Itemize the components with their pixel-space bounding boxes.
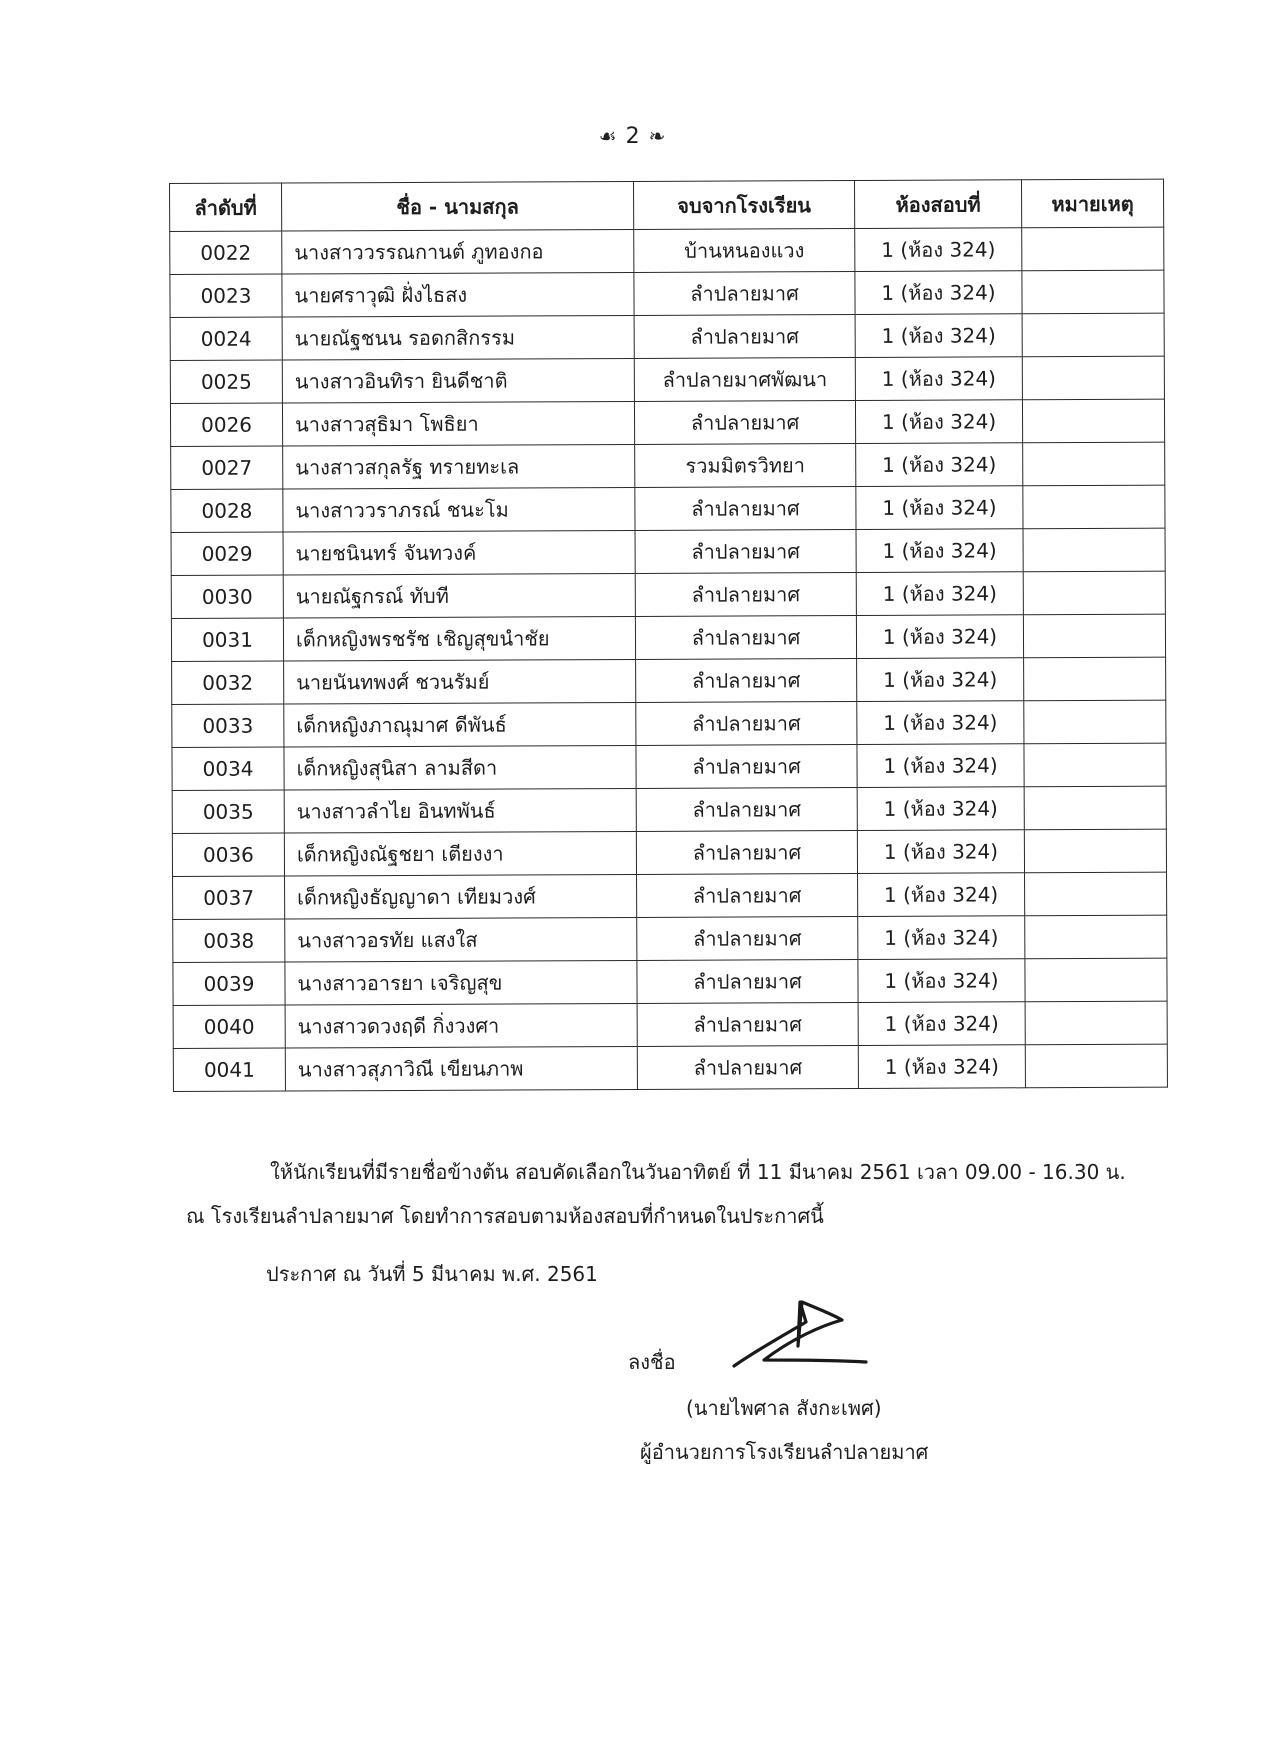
cell-remark	[1024, 829, 1166, 873]
table-body	[170, 227, 1168, 1091]
announcement-date: ประกาศ ณ วันที่ 5 มีนาคม พ.ศ. 2561	[266, 1262, 598, 1286]
cell-remark	[1023, 528, 1165, 572]
cell-name: นางสาวอรทัย แสงใส	[285, 917, 637, 962]
cell-room: 1 (ห้อง 324)	[855, 314, 1022, 358]
cell-school: ลำปลายมาศ	[637, 960, 858, 1004]
left-ornament-icon: ☙	[598, 124, 618, 148]
cell-no: 0023	[170, 274, 282, 317]
cell-name: นายณัฐชนน รอดกสิกรรม	[282, 315, 634, 360]
cell-name: เด็กหญิงณัฐชยา เตียงงา	[284, 831, 636, 876]
cell-room: 1 (ห้อง 324)	[855, 400, 1022, 444]
cell-school: ลำปลายมาศ	[636, 831, 857, 875]
cell-remark	[1022, 270, 1164, 314]
cell-remark	[1022, 227, 1164, 271]
cell-remark	[1024, 786, 1166, 830]
cell-name: นางสาวสุธิมา โพธิยา	[282, 401, 634, 446]
cell-no: 0032	[172, 661, 284, 704]
cell-no: 0031	[171, 618, 283, 661]
cell-school: ลำปลายมาศ	[635, 487, 856, 531]
table-row	[170, 227, 1164, 274]
cell-name: นายชนินทร์ จันทวงค์	[283, 530, 635, 575]
header-name: ชื่อ - นามสกุล	[282, 181, 634, 231]
cell-no: 0030	[171, 575, 283, 618]
cell-name: นางสาววราภรณ์ ชนะโม	[283, 487, 635, 532]
cell-no: 0022	[170, 231, 282, 274]
cell-name: นางสาวลำไย อินทพันธ์	[284, 788, 636, 833]
cell-room: 1 (ห้อง 324)	[856, 572, 1023, 616]
exam-notice	[186, 1150, 1146, 1238]
cell-remark	[1025, 872, 1167, 916]
cell-remark	[1025, 915, 1167, 959]
header-room: ห้องสอบที่	[854, 180, 1021, 229]
cell-school: ลำปลายมาศ	[636, 788, 857, 832]
cell-school: ลำปลายมาศ	[637, 874, 858, 918]
table-row	[172, 700, 1166, 747]
cell-school: ลำปลายมาศ	[634, 401, 855, 445]
cell-name: เด็กหญิงสุนิสา ลามสีดา	[284, 745, 636, 790]
cell-remark	[1023, 485, 1165, 529]
cell-room: 1 (ห้อง 324)	[856, 443, 1023, 487]
cell-school: ลำปลายมาศ	[634, 315, 855, 359]
table-row	[170, 313, 1164, 360]
cell-remark	[1024, 743, 1166, 787]
table-row	[171, 442, 1165, 489]
cell-room: 1 (ห้อง 324)	[855, 271, 1022, 315]
cell-room: 1 (ห้อง 324)	[857, 744, 1024, 788]
cell-school: ลำปลายมาศพัฒนา	[634, 358, 855, 402]
table-row	[173, 1001, 1167, 1048]
cell-remark	[1025, 1001, 1167, 1045]
cell-no: 0039	[173, 962, 285, 1005]
cell-name: นางสาวอารยา เจริญสุข	[285, 960, 637, 1005]
cell-room: 1 (ห้อง 324)	[858, 916, 1025, 960]
cell-school: ลำปลายมาศ	[635, 573, 856, 617]
cell-remark	[1024, 657, 1166, 701]
table-row	[171, 528, 1165, 575]
cell-school: ลำปลายมาศ	[637, 917, 858, 961]
signer-name: (นายไพศาล สังกะเพศ)	[686, 1396, 882, 1420]
cell-room: 1 (ห้อง 324)	[857, 830, 1024, 874]
cell-remark	[1025, 1044, 1167, 1088]
cell-remark	[1024, 700, 1166, 744]
cell-remark	[1023, 571, 1165, 615]
cell-no: 0027	[171, 446, 283, 489]
cell-school: ลำปลายมาศ	[636, 745, 857, 789]
table-row	[173, 915, 1167, 962]
cell-name: นางสาวสุภาวิณี เขียนภาพ	[285, 1046, 637, 1091]
notice-line-1: ให้นักเรียนที่มีรายชื่อข้างต้น สอบคัดเลือกในวันอาทิตย์ ที่ 11 มีนาคม 2561 เวลา 09.00 - 16.30 น.	[270, 1160, 1126, 1184]
right-ornament-icon: ❧	[648, 124, 667, 148]
table-row	[170, 270, 1164, 317]
table-header-row	[170, 179, 1164, 231]
cell-school: ลำปลายมาศ	[636, 702, 857, 746]
cell-no: 0036	[172, 833, 284, 876]
signer-title: ผู้อำนวยการโรงเรียนลำปลายมาศ	[640, 1440, 929, 1464]
cell-remark	[1023, 442, 1165, 486]
cell-remark	[1022, 356, 1164, 400]
cell-name: นางสาวสกุลรัฐ ทรายทะเล	[283, 444, 635, 489]
cell-no: 0041	[173, 1048, 285, 1091]
cell-school: ลำปลายมาศ	[635, 616, 856, 660]
table-row	[172, 786, 1166, 833]
cell-room: 1 (ห้อง 324)	[856, 615, 1023, 659]
cell-room: 1 (ห้อง 324)	[858, 1045, 1025, 1089]
cell-school: ลำปลายมาศ	[634, 272, 855, 316]
cell-name: นางสาววรรณกานต์ ภูทองกอ	[282, 229, 634, 274]
cell-no: 0025	[170, 360, 282, 403]
signature-image	[720, 1296, 870, 1380]
header-no: ลำดับที่	[170, 183, 282, 231]
table-row	[170, 399, 1164, 446]
header-school: จบจากโรงเรียน	[633, 181, 854, 230]
table-row	[173, 1044, 1167, 1091]
cell-room: 1 (ห้อง 324)	[857, 658, 1024, 702]
exam-roster-table	[169, 179, 1168, 1092]
cell-name: เด็กหญิงภาณุมาศ ดีพันธ์	[284, 702, 636, 747]
cell-no: 0038	[173, 919, 285, 962]
cell-name: นายศราวุฒิ ฝั่งไธสง	[282, 272, 634, 317]
cell-name: นางสาวดวงฤดี กิ่งวงศา	[285, 1003, 637, 1048]
cell-remark	[1023, 614, 1165, 658]
table-row	[171, 485, 1165, 532]
cell-school: ลำปลายมาศ	[637, 1046, 858, 1090]
cell-room: 1 (ห้อง 324)	[858, 873, 1025, 917]
cell-remark	[1025, 958, 1167, 1002]
cell-no: 0026	[170, 403, 282, 446]
cell-no: 0028	[171, 489, 283, 532]
cell-room: 1 (ห้อง 324)	[858, 959, 1025, 1003]
table-row	[171, 571, 1165, 618]
header-remark: หมายเหตุ	[1021, 179, 1163, 228]
cell-name: นายณัฐกรณ์ ทับที	[283, 573, 635, 618]
notice-line-2: ณ โรงเรียนลำปลายมาศ โดยทำการสอบตามห้องสอบที่กำหนดในประกาศนี้	[186, 1204, 824, 1228]
cell-remark	[1022, 399, 1164, 443]
cell-school: ลำปลายมาศ	[635, 530, 856, 574]
cell-remark	[1022, 313, 1164, 357]
cell-no: 0034	[172, 747, 284, 790]
cell-room: 1 (ห้อง 324)	[855, 228, 1022, 272]
cell-no: 0029	[171, 532, 283, 575]
cell-no: 0035	[172, 790, 284, 833]
table-row	[173, 958, 1167, 1005]
cell-room: 1 (ห้อง 324)	[856, 486, 1023, 530]
cell-name: นางสาวอินทิรา ยินดีชาติ	[282, 358, 634, 403]
cell-school: รวมมิตรวิทยา	[635, 444, 856, 488]
cell-school: บ้านหนองแวง	[634, 229, 855, 273]
cell-no: 0037	[173, 876, 285, 919]
table-row	[172, 829, 1166, 876]
table-row	[171, 614, 1165, 661]
cell-room: 1 (ห้อง 324)	[856, 529, 1023, 573]
cell-room: 1 (ห้อง 324)	[857, 701, 1024, 745]
page-number-value: 2	[625, 124, 641, 149]
cell-school: ลำปลายมาศ	[637, 1003, 858, 1047]
cell-name: นายนันทพงศ์ ชวนรัมย์	[284, 659, 636, 704]
cell-room: 1 (ห้อง 324)	[858, 1002, 1025, 1046]
cell-no: 0024	[170, 317, 282, 360]
cell-name: เด็กหญิงธัญญาดา เทียมวงศ์	[285, 874, 637, 919]
table-row	[172, 743, 1166, 790]
cell-room: 1 (ห้อง 324)	[855, 357, 1022, 401]
cell-room: 1 (ห้อง 324)	[857, 787, 1024, 831]
cell-name: เด็กหญิงพรชรัช เชิญสุขนำชัย	[283, 616, 635, 661]
cell-no: 0040	[173, 1005, 285, 1048]
page-number	[0, 124, 1265, 149]
table-row	[170, 356, 1164, 403]
signature-label: ลงชื่อ	[628, 1350, 676, 1374]
cell-no: 0033	[172, 704, 284, 747]
table-row	[172, 657, 1166, 704]
table-row	[173, 872, 1167, 919]
cell-school: ลำปลายมาศ	[636, 659, 857, 703]
